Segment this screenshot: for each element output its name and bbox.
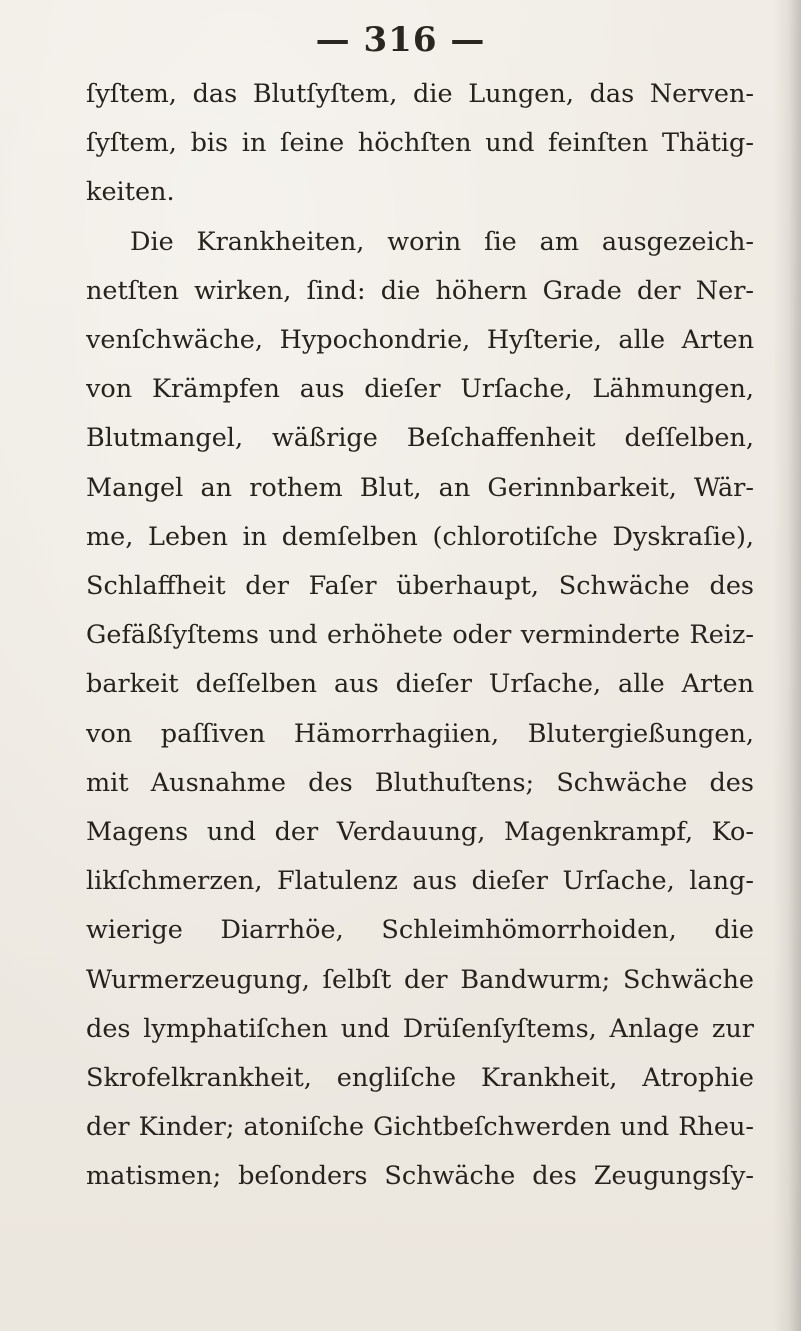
text-line: Mangel an rothem Blut, an Gerinnbarkeit, Wär- (86, 472, 754, 503)
text-line: Gefäßſyſtems und erhöhete oder verminderte Reiz- (86, 620, 754, 651)
text-line: likſchmerzen, Flatulenz aus dieſer Urſache, lang- (86, 866, 754, 897)
text-line: des lymphatiſchen und Drüſenſyſtems, Anlage zur (86, 1013, 754, 1044)
text-line: netſten wirken, ſind: die höhern Grade der Ner- (86, 275, 754, 306)
text-line: wierige Diarrhöe, Schleimhömorrhoiden, die (86, 915, 754, 946)
page-number: — 316 — (315, 20, 486, 60)
text-line: keiten. (86, 177, 175, 208)
text-line: Magens und der Verdauung, Magenkrampf, Ko- (86, 817, 754, 848)
text-line: venſchwäche, Hypochondrie, Hyſterie, alle Arten (86, 325, 754, 356)
text-line: mit Ausnahme des Bluthuſtens; Schwäche des (86, 767, 754, 798)
text-line: Schlaffheit der Faſer überhaupt, Schwäche des (86, 571, 754, 602)
text-line: Skrofelkrankheit, engliſche Krankheit, Atrophie (86, 1063, 754, 1094)
text-line: matismen; beſonders Schwäche des Zeugungsſy- (86, 1161, 754, 1192)
text-line: barkeit deſſelben aus dieſer Urſache, alle Arten (86, 669, 754, 700)
paragraph-start-line: Die Krankheiten, worin ſie am ausgezeich- (130, 226, 754, 257)
page-edge-shadow (773, 0, 801, 1331)
text-line: von paſſiven Hämorrhagiien, Blutergießungen, (86, 718, 754, 749)
text-line: ſyſtem, bis in ſeine höchſten und feinſten Thätig- (86, 128, 754, 159)
text-line: Wurmerzeugung, ſelbſt der Bandwurm; Schwäche (86, 964, 754, 995)
text-line: Blutmangel, wäßrige Beſchaffenheit deſſelben, (86, 423, 754, 454)
text-line: me, Leben in demſelben (chlorotiſche Dyskraſie), (86, 521, 754, 552)
text-line: ſyſtem, das Blutſyſtem, die Lungen, das Nerven- (86, 79, 754, 109)
text-line: der Kinder; atoniſche Gichtbeſchwerden und Rheu- (86, 1112, 754, 1143)
text-line: von Krämpfen aus dieſer Urſache, Lähmungen, (86, 374, 754, 405)
body-text (86, 70, 754, 1202)
